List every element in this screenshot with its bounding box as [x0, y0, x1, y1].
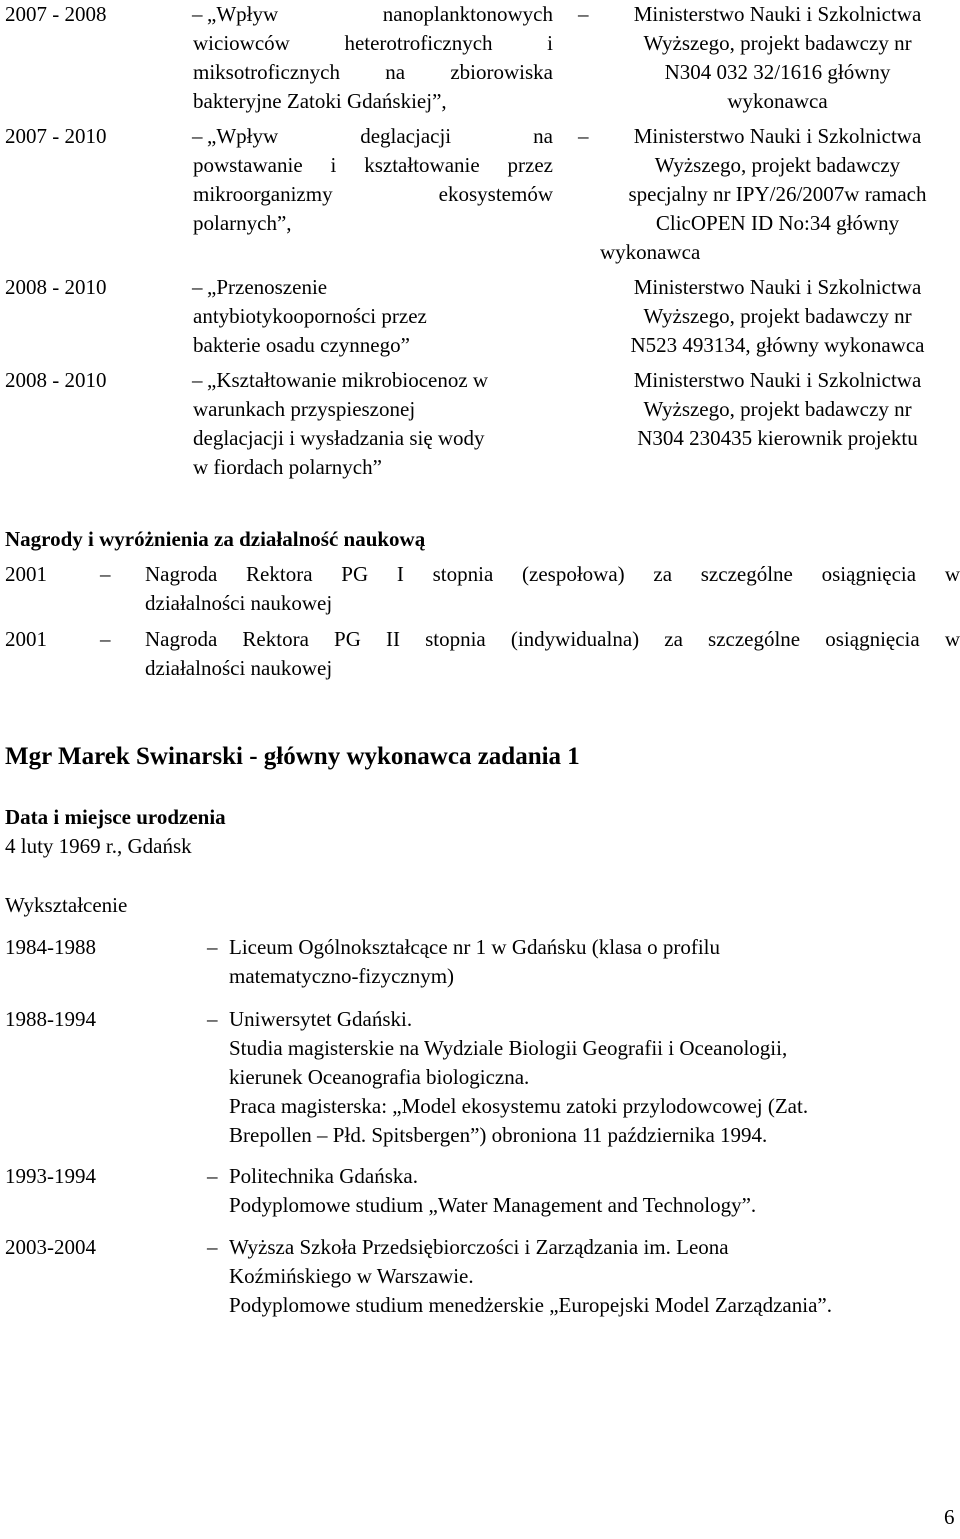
- project-dash: –: [192, 275, 203, 299]
- project-title-line: bakterie osadu czynnego”: [193, 333, 410, 357]
- funder-line: specjalny nr IPY/26/2007w ramach: [628, 182, 927, 206]
- funder-line: N304 230435 kierownik projektu: [637, 426, 918, 450]
- award-text: działalności naukowej: [145, 656, 333, 680]
- award-year: 2001: [5, 627, 47, 651]
- project-years: 2007 - 2008: [5, 2, 107, 26]
- funder-line: N304 032 32/1616 główny: [664, 60, 891, 84]
- birth-value: 4 luty 1969 r., Gdańsk: [5, 834, 192, 858]
- education-line: Liceum Ogólnokształcące nr 1 w Gdańsku (klasa o profilu: [229, 935, 721, 959]
- funder-line: Ministerstwo Nauki i Szkolnictwa: [633, 275, 922, 299]
- person-heading: Mgr Marek Swinarski - główny wykonawca zadania 1: [5, 743, 580, 770]
- education-line: Politechnika Gdańska.: [229, 1164, 418, 1188]
- project-title-line: w fiordach polarnych”: [193, 455, 382, 479]
- project-title-line: antybiotykooporności przez: [193, 304, 427, 328]
- project-title-line: „Wpływ nanoplanktonowych: [207, 2, 553, 26]
- project-title-line: miksotroficznych na zbiorowiska: [193, 60, 553, 84]
- awards-heading: Nagrody i wyróżnienia za działalność naukową: [5, 527, 426, 551]
- project-title: [193, 366, 563, 482]
- award-dash: –: [100, 562, 111, 586]
- award-year: 2001: [5, 562, 47, 586]
- project-title-line: bakteryjne Zatoki Gdańskiej”,: [193, 89, 447, 113]
- education-line: Wyższa Szkoła Przedsiębiorczości i Zarządzania im. Leona: [229, 1235, 729, 1259]
- education-line: matematyczno-fizycznym): [229, 964, 455, 988]
- project-title-line: „Kształtowanie mikrobiocenoz w: [207, 368, 489, 392]
- project-years: 2008 - 2010: [5, 368, 107, 392]
- project-title-line: mikroorganizmy ekosystemów: [193, 182, 553, 206]
- project-title-line: „Przenoszenie: [207, 275, 328, 299]
- birth-label: Data i miejsce urodzenia: [5, 805, 226, 829]
- project-title-line: wiciowców heterotroficznych i: [193, 31, 553, 55]
- project-dash: –: [192, 368, 203, 392]
- education-dash: –: [207, 1007, 218, 1031]
- project-title-line: deglacjacji i wysładzania się wody: [193, 426, 485, 450]
- funder-line: Wyższego, projekt badawczy nr: [643, 397, 912, 421]
- project-dash: –: [192, 2, 203, 26]
- funder-dash: –: [578, 2, 589, 26]
- education-label: Wykształcenie: [5, 893, 128, 917]
- education-line: Studia magisterskie na Wydziale Biologii Geografii i Oceanologii,: [229, 1036, 788, 1060]
- project-title-line: powstawanie i kształtowanie przez: [193, 153, 553, 177]
- education-line: Uniwersytet Gdański.: [229, 1007, 413, 1031]
- project-title: [193, 0, 553, 116]
- project-title: [193, 122, 553, 238]
- funder-line: Wyższego, projekt badawczy: [654, 153, 901, 177]
- award-item: [145, 560, 960, 618]
- project-funder: [595, 273, 960, 360]
- education-line: kierunek Oceanografia biologiczna.: [229, 1065, 530, 1089]
- project-years: 2008 - 2010: [5, 275, 107, 299]
- funder-line: Wyższego, projekt badawczy nr: [643, 304, 912, 328]
- education-line: Podyplomowe studium menedżerskie „Europejski Model Zarządzania”.: [229, 1293, 832, 1317]
- education-item: [229, 1233, 960, 1320]
- project-title-line: warunkach przyspieszonej: [193, 397, 416, 421]
- award-item: [145, 625, 960, 683]
- education-dash: –: [207, 935, 218, 959]
- education-item: [229, 933, 960, 991]
- funder-line: ClicOPEN ID No:34 główny: [655, 211, 900, 235]
- education-years: 1984-1988: [5, 935, 96, 959]
- project-years: 2007 - 2010: [5, 124, 107, 148]
- education-dash: –: [207, 1235, 218, 1259]
- education-item: [229, 1162, 960, 1220]
- funder-line: wykonawca: [600, 240, 701, 264]
- funder-line: Wyższego, projekt badawczy nr: [643, 31, 912, 55]
- project-title-line: „Wpływ deglacjacji na: [207, 124, 553, 148]
- education-years: 1988-1994: [5, 1007, 96, 1031]
- education-line: Podyplomowe studium „Water Management and Technology”.: [229, 1193, 757, 1217]
- project-funder: [595, 122, 960, 267]
- funder-line: N523 493134, główny wykonawca: [630, 333, 925, 357]
- funder-line: Ministerstwo Nauki i Szkolnictwa: [633, 124, 922, 148]
- award-text: Nagroda Rektora PG II stopnia (indywidualna) za szczególne osiągnięcia w: [145, 627, 960, 651]
- funder-line: Ministerstwo Nauki i Szkolnictwa: [633, 368, 922, 392]
- education-line: Brepollen – Płd. Spitsbergen”) obroniona 11 października 1994.: [229, 1123, 768, 1147]
- award-text: działalności naukowej: [145, 591, 333, 615]
- funder-line: wykonawca: [727, 89, 828, 113]
- page-number: 6: [944, 1505, 955, 1529]
- education-line: Praca magisterska: „Model ekosystemu zatoki przylodowcowej (Zat.: [229, 1094, 809, 1118]
- education-item: [229, 1005, 960, 1150]
- education-dash: –: [207, 1164, 218, 1188]
- project-funder: [595, 366, 960, 453]
- project-dash: –: [192, 124, 203, 148]
- education-line: Koźmińskiego w Warszawie.: [229, 1264, 474, 1288]
- award-dash: –: [100, 627, 111, 651]
- funder-dash: –: [578, 124, 589, 148]
- project-title-line: polarnych”,: [193, 211, 292, 235]
- project-funder: [595, 0, 960, 116]
- education-years: 1993-1994: [5, 1164, 96, 1188]
- funder-line: Ministerstwo Nauki i Szkolnictwa: [633, 2, 922, 26]
- award-text: Nagroda Rektora PG I stopnia (zespołowa) za szczególne osiągnięcia w: [145, 562, 960, 586]
- education-years: 2003-2004: [5, 1235, 96, 1259]
- project-title: [193, 273, 553, 360]
